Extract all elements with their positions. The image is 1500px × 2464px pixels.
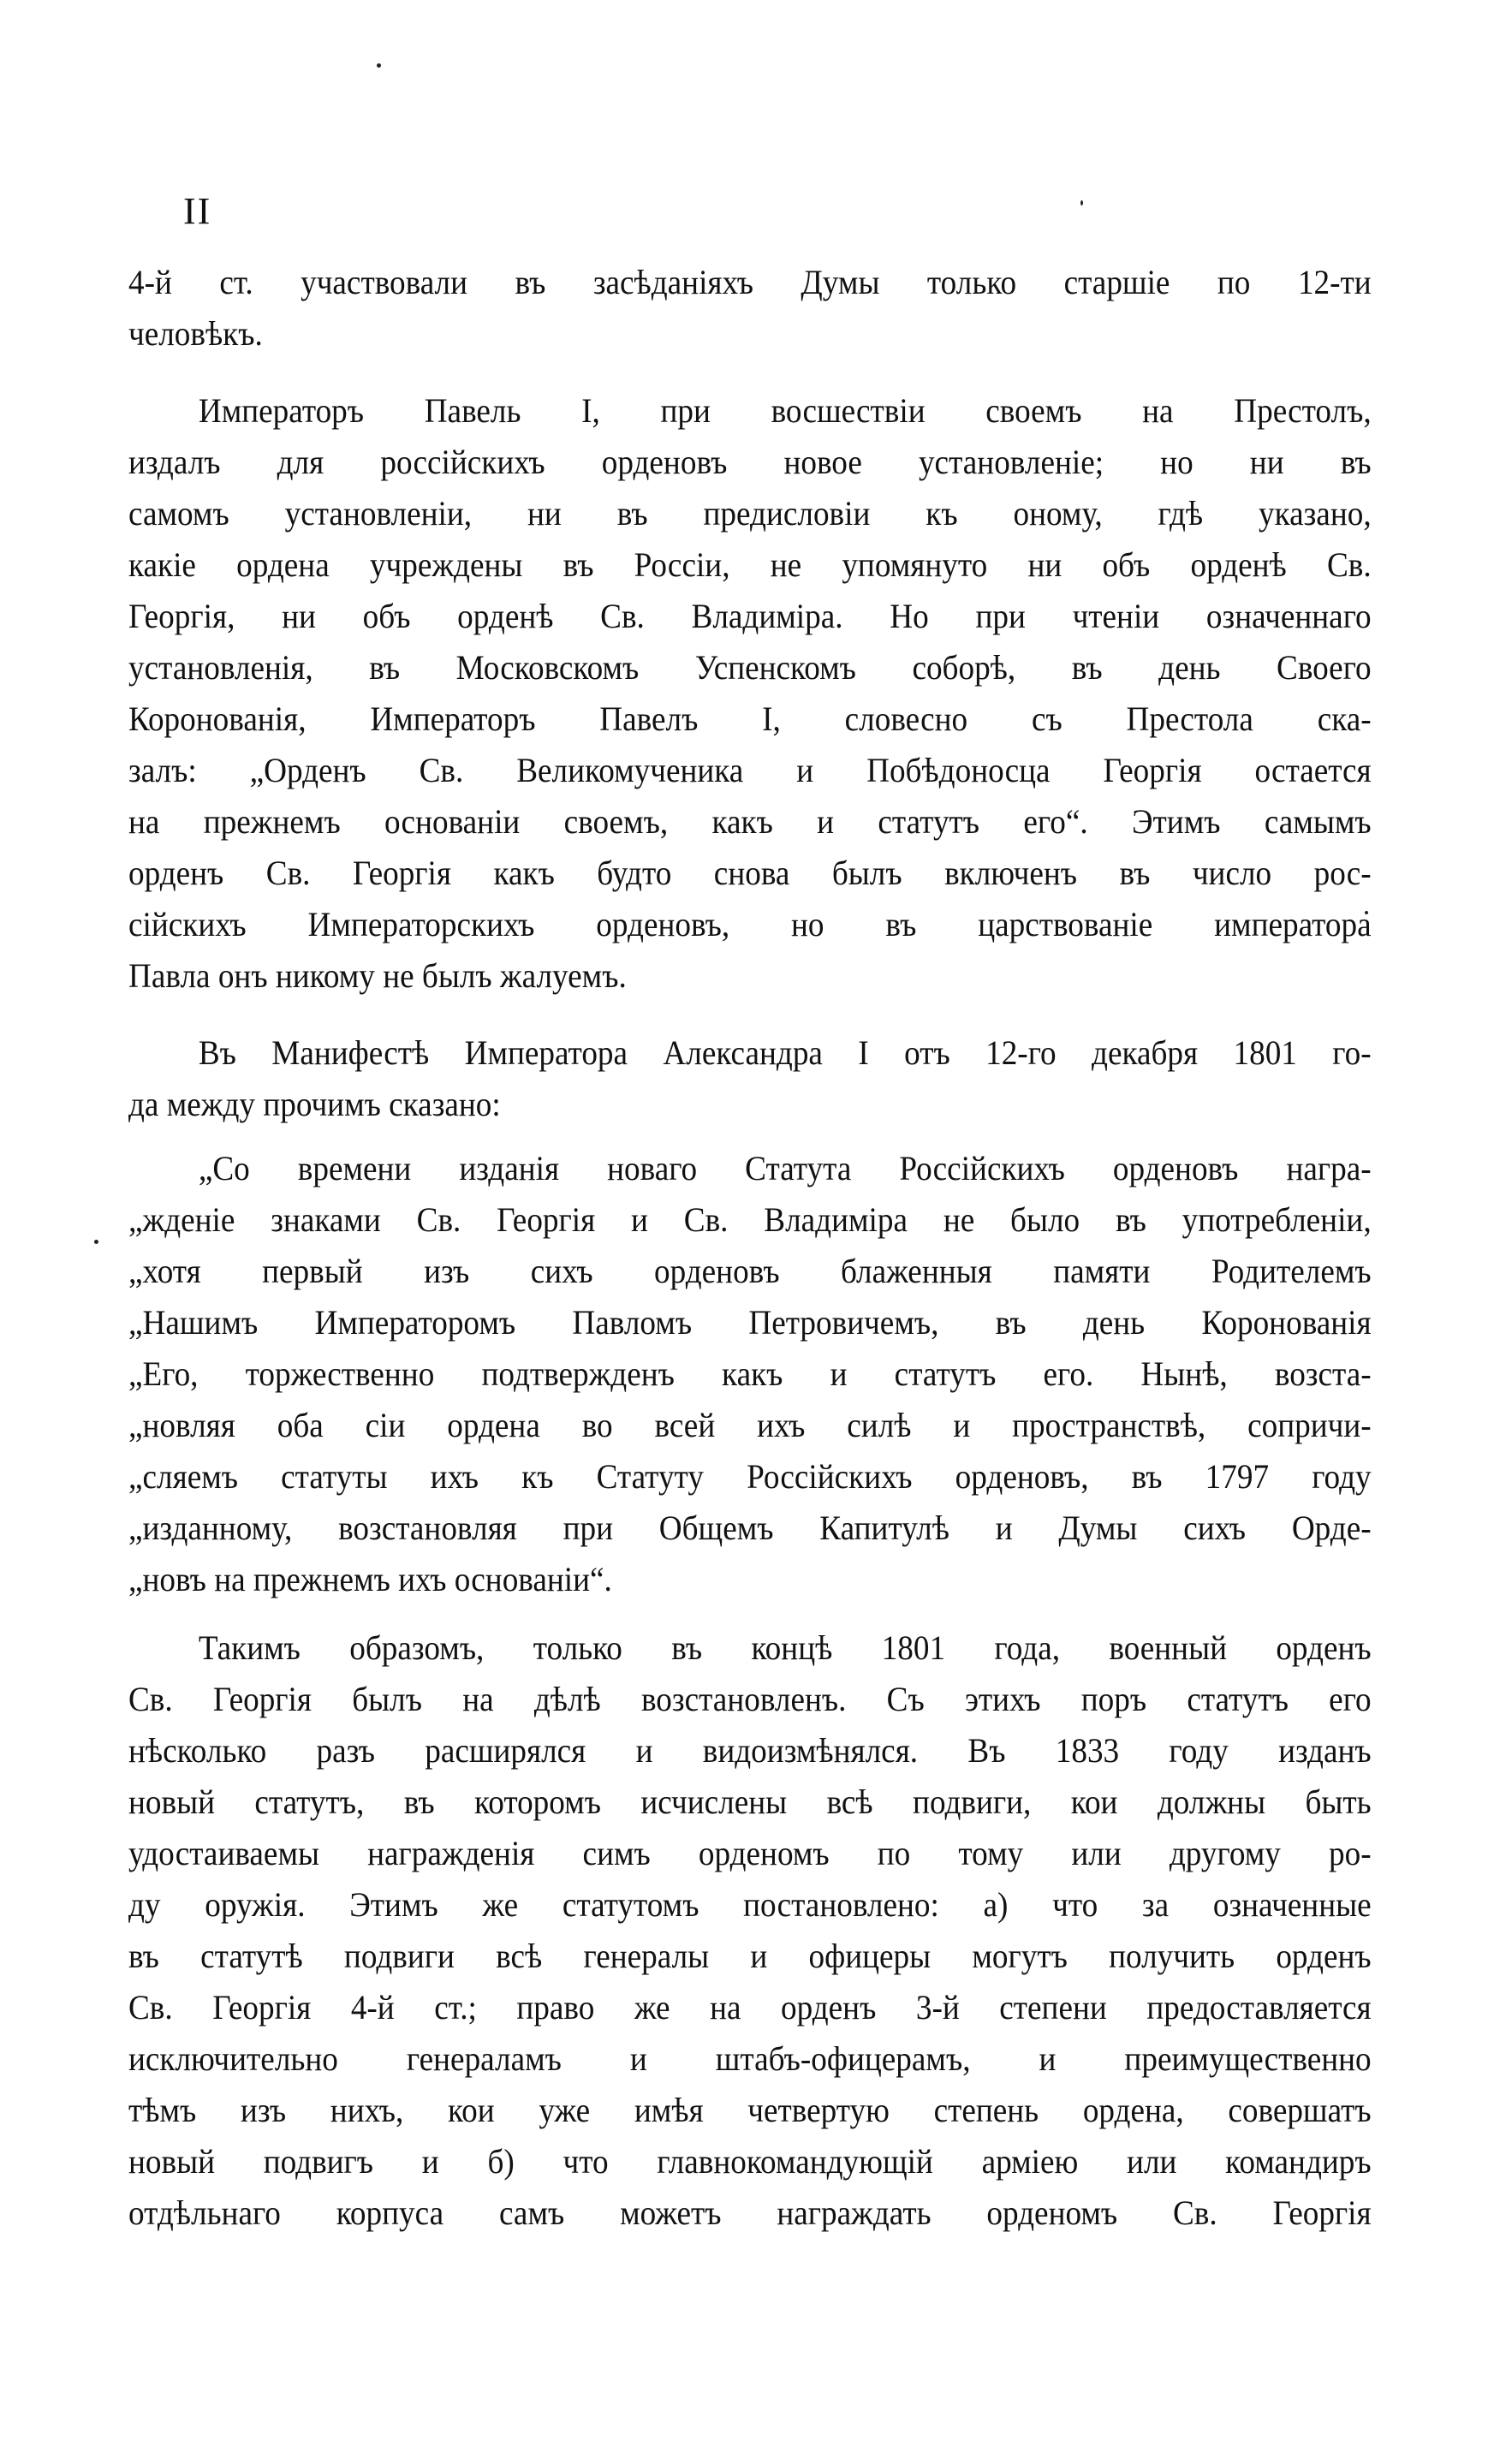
quote-line: „изданному, возстановляя при Общемъ Капитулѣ и Думы сихъ Орде- — [128, 1509, 1372, 1547]
quote-line: „Со времени изданія новаго Статута Россійскихъ орденовъ награ- — [198, 1149, 1372, 1187]
text-line: исключительно генераламъ и штабъ-офицерамъ, и преимущественно — [128, 2039, 1372, 2078]
text-line: Коронованія, Императоръ Павелъ I, словесно съ Престола ска- — [128, 699, 1372, 738]
quote-line: „сляемъ статуты ихъ къ Статуту Россійскихъ орденовъ, въ 1797 году — [128, 1457, 1372, 1496]
scan-speck — [1080, 200, 1083, 205]
text-line: удостаиваемы награжденія симъ орденомъ по тому или другому ро- — [128, 1834, 1372, 1872]
text-line: орденъ Св. Георгія какъ будто снова былъ включенъ въ число рос- — [128, 854, 1372, 892]
text-line: Такимъ образомъ, только въ концѣ 1801 года, военный орденъ — [198, 1628, 1372, 1667]
page-number: II — [183, 190, 212, 232]
text-line: человѣкъ. — [128, 314, 263, 353]
text-line: Павла онъ никому не былъ жалуемъ. — [128, 956, 627, 995]
text-line: новый подвигъ и б) что главнокомандующій арміею или командиръ — [128, 2142, 1372, 2181]
text-line: Св. Георгія былъ на дѣлѣ возстановленъ. Съ этихъ поръ статутъ его — [128, 1680, 1372, 1718]
text-line: установленія, въ Московскомъ Успенскомъ соборѣ, въ день Своего — [128, 648, 1372, 687]
text-line: Георгія, ни объ орденѣ Св. Владиміра. Но при чтеніи означеннаго — [128, 597, 1372, 635]
manifesto-quote — [128, 1143, 1372, 1605]
text-line: нѣсколько разъ расширялся и видоизмѣнялся. Въ 1833 году изданъ — [128, 1731, 1372, 1770]
text-line: ду оружія. Этимъ же статутомъ постановлено: а) что за означенные — [128, 1885, 1372, 1924]
text-line: на прежнемъ основаніи своемъ, какъ и статутъ его“. Этимъ самымъ — [128, 802, 1372, 841]
paragraph-continuation — [128, 257, 1372, 360]
text-line: Императоръ Павель I, при восшествіи своемъ на Престолъ, — [198, 391, 1372, 430]
paragraph-statute-history — [128, 1622, 1372, 2239]
quote-line: „хотя первый изъ сихъ орденовъ блаженныя памяти Родителемъ — [128, 1252, 1372, 1290]
text-line: какіе ордена учреждены въ Россіи, не упомянуто ни объ орденѣ Св. — [128, 545, 1372, 584]
text-line: 4-й ст. участвовали въ засѣданіяхъ Думы только старшіе по 12-ти — [128, 263, 1372, 301]
paragraph-manifesto-intro — [128, 1027, 1372, 1130]
text-line: да между прочимъ сказано: — [128, 1085, 501, 1123]
text-line: тѣмъ изъ нихъ, кои уже имѣя четвертую степень ордена, совершатъ — [128, 2091, 1372, 2129]
quote-line: „новъ на прежнемъ ихъ основаніи“. — [128, 1560, 612, 1598]
quote-line: „Нашимъ Императоромъ Павломъ Петровичемъ, въ день Коронованія — [128, 1303, 1372, 1342]
scan-speck — [377, 63, 381, 68]
text-line: новый статутъ, въ которомъ исчислены всѣ подвиги, кои должны быть — [128, 1783, 1372, 1821]
paragraph-emperor-paul — [128, 385, 1372, 1002]
text-line: въ статутѣ подвиги всѣ генералы и офицеры могутъ получить орденъ — [128, 1937, 1372, 1975]
quote-line: „жденіе знаками Св. Георгія и Св. Владиміра не было въ употребленіи, — [128, 1200, 1372, 1239]
quote-line: „Его, торжественно подтвержденъ какъ и статутъ его. Нынѣ, возста- — [128, 1354, 1372, 1393]
text-line: Въ Манифестѣ Императора Александра I отъ 12-го декабря 1801 го- — [198, 1033, 1372, 1072]
text-line: залъ: „Орденъ Св. Великомученика и Побѣдоносца Георгія остается — [128, 751, 1372, 789]
scan-speck — [94, 1240, 98, 1244]
text-line: сійскихъ Императорскихъ орденовъ, но въ царствованіе императора — [128, 905, 1372, 943]
text-line: самомъ установленіи, ни въ предисловіи къ оному, гдѣ указано, — [128, 494, 1372, 533]
text-line: отдѣльнаго корпуса самъ можетъ награждать орденомъ Св. Георгія — [128, 2193, 1372, 2232]
text-line: издалъ для россійскихъ орденовъ новое установленіе; но ни въ — [128, 443, 1372, 481]
text-line: Св. Георгія 4-й ст.; право же на орденъ 3-й степени предоставляется — [128, 1988, 1372, 2027]
quote-line: „новляя оба сіи ордена во всей ихъ силѣ и пространствѣ, сопричи- — [128, 1406, 1372, 1444]
